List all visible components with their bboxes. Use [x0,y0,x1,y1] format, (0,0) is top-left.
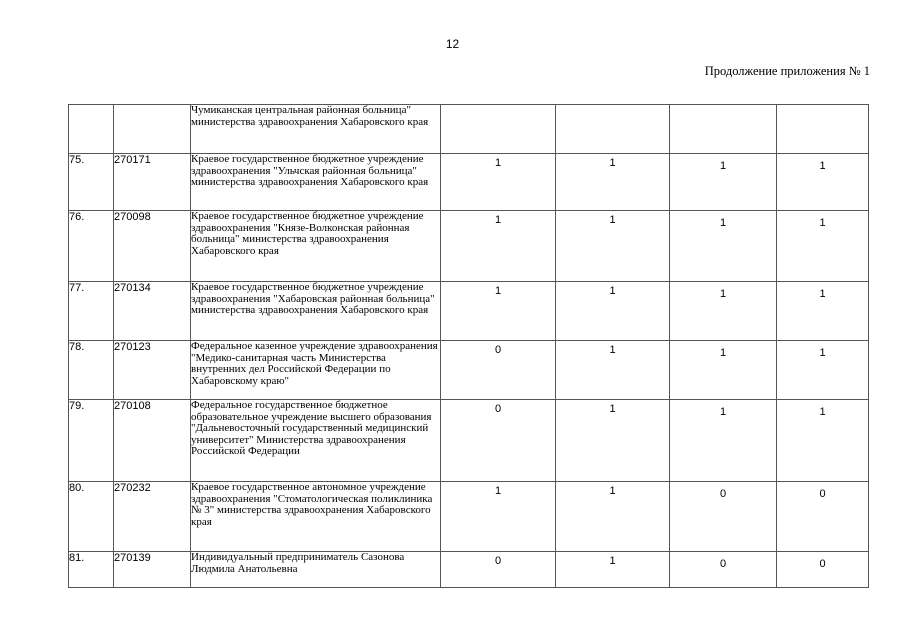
row-value-4: 0 [777,552,869,588]
row-value-1: 0 [441,400,556,482]
row-value-1: 1 [441,154,556,211]
row-value-4 [777,105,869,154]
table-row [69,211,869,282]
row-value-3: 0 [670,482,777,552]
row-code: 270098 [114,211,191,282]
row-organization-name: Краевое государственное автономное учреждение здравоохранения "Стоматологическая поликлиника № 3" министерства здравоохранения Хабаровского края [191,482,441,552]
row-number [69,105,114,154]
table-row [69,400,869,482]
row-value-2: 1 [556,154,670,211]
table-row [69,154,869,211]
page-number: 12 [445,37,460,51]
row-value-2: 1 [556,482,670,552]
row-organization-name: Индивидуальный предприниматель Сазонова Людмила Анатольевна [191,552,441,588]
row-number: 80. [69,482,114,552]
row-value-3: 1 [670,400,777,482]
row-value-4: 0 [777,482,869,552]
table-row [69,105,869,154]
table-row [69,341,869,400]
data-table [68,104,869,588]
row-organization-name: Краевое государственное бюджетное учреждение здравоохранения "Князе-Волконская районная больница" министерства здравоохранения Хабаровского края [191,211,441,282]
table-row [69,282,869,341]
row-code: 270123 [114,341,191,400]
row-code: 270171 [114,154,191,211]
row-organization-name: Чумиканская центральная районная больница" министерства здравоохранения Хабаровского края [191,105,441,154]
row-value-3: 1 [670,211,777,282]
row-value-2: 1 [556,552,670,588]
row-value-1: 1 [441,282,556,341]
row-number: 78. [69,341,114,400]
row-value-4: 1 [777,154,869,211]
row-value-1: 0 [441,552,556,588]
row-value-2: 1 [556,211,670,282]
row-value-4: 1 [777,211,869,282]
table-row [69,482,869,552]
row-value-3 [670,105,777,154]
row-value-3: 1 [670,154,777,211]
table-row [69,552,869,588]
row-number: 81. [69,552,114,588]
row-organization-name: Краевое государственное бюджетное учреждение здравоохранения "Хабаровская районная больница" министерства здравоохранения Хабаровского края [191,282,441,341]
row-value-1: 1 [441,482,556,552]
row-value-2: 1 [556,282,670,341]
continuation-label: Продолжение приложения № 1 [704,64,870,78]
row-code: 270232 [114,482,191,552]
row-organization-name: Федеральное казенное учреждение здравоохранения "Медико-санитарная часть Министерства внутренних дел Российской Федерации по Хабаровскому краю" [191,341,441,400]
row-organization-name: Краевое государственное бюджетное учреждение здравоохранения "Ульчская районная больница" министерства здравоохранения Хабаровского края [191,154,441,211]
row-value-4: 1 [777,341,869,400]
row-code: 270139 [114,552,191,588]
row-value-1 [441,105,556,154]
row-value-1: 0 [441,341,556,400]
row-value-2: 1 [556,341,670,400]
row-value-3: 1 [670,282,777,341]
row-value-2 [556,105,670,154]
row-organization-name: Федеральное государственное бюджетное образовательное учреждение высшего образования "Дальневосточный государственный медицинский университет" Министерства здравоохранения Российской Федерации [191,400,441,482]
row-code: 270134 [114,282,191,341]
row-number: 79. [69,400,114,482]
row-number: 76. [69,211,114,282]
row-value-3: 1 [670,341,777,400]
row-number: 75. [69,154,114,211]
row-value-4: 1 [777,400,869,482]
row-number: 77. [69,282,114,341]
row-value-2: 1 [556,400,670,482]
row-code [114,105,191,154]
row-code: 270108 [114,400,191,482]
row-value-1: 1 [441,211,556,282]
row-value-4: 1 [777,282,869,341]
row-value-3: 0 [670,552,777,588]
